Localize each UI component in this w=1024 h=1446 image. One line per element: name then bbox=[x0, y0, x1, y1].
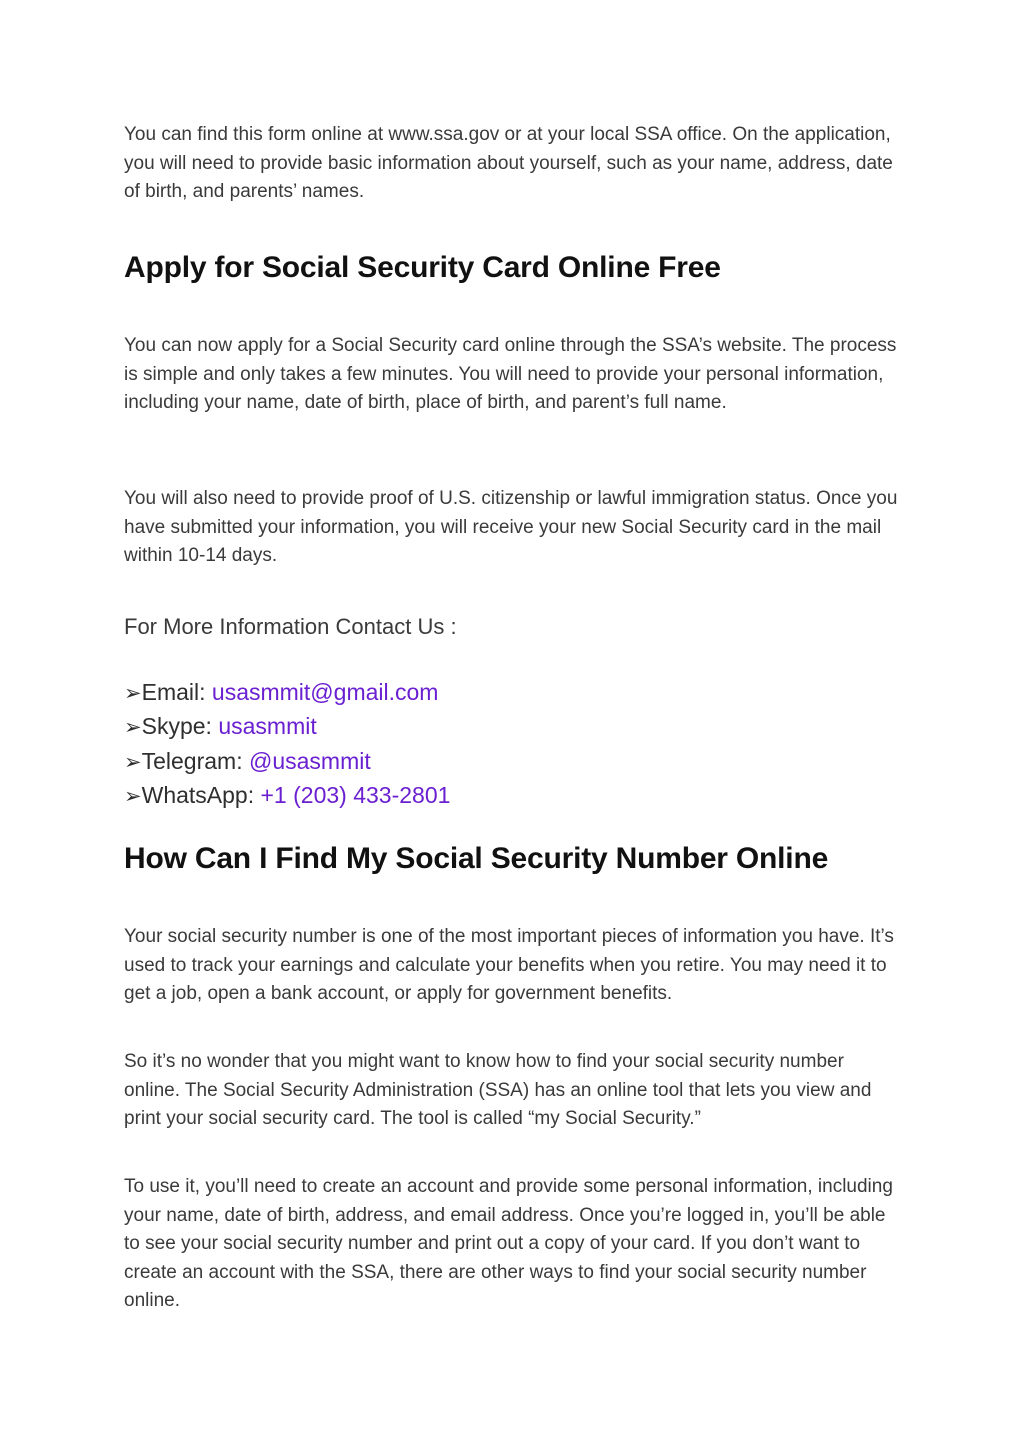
contact-item-telegram bbox=[124, 745, 824, 779]
contact-item-email bbox=[124, 676, 824, 710]
arrowhead-bullet-icon: ➢ bbox=[124, 783, 142, 808]
find-paragraph-1: Your social security number is one of the most important pieces of information you have. It’s used to track your earnings and calculate your benefits when you retire. You may need it to get a job, open a bank account, or apply for government benefits. bbox=[124, 926, 894, 1004]
find-heading: How Can I Find My Social Security Number Online bbox=[124, 842, 829, 875]
telegram-link[interactable]: @usasmmit bbox=[248, 747, 371, 774]
contact-item-whatsapp bbox=[124, 779, 824, 813]
contact-label-whatsapp: WhatsApp: bbox=[141, 781, 261, 808]
apply-heading: Apply for Social Security Card Online Free bbox=[124, 251, 721, 284]
arrowhead-bullet-icon: ➢ bbox=[124, 681, 142, 705]
apply-paragraph-2: You will also need to provide proof of U.S. citizenship or lawful immigration status. Once you have submitted your information, you will receive your new Social Security card in the mail within 10-14 days. bbox=[124, 488, 898, 566]
intro-paragraph: You can find this form online at www.ssa.gov or at your local SSA office. On the application, you will need to provide basic information about yourself, such as your name, address, date of birth, and parents’ names. bbox=[124, 124, 893, 202]
find-paragraph-3: To use it, you’ll need to create an account and provide some personal information, including your name, date of birth, address, and email address. Once you’re logged in, you’ll be able to see your social security number and print out a copy of your card. If you don’t want to create an account with the SSA, there are other ways to find your social security number online. bbox=[124, 1176, 893, 1311]
contact-label-telegram: Telegram: bbox=[141, 747, 249, 774]
apply-paragraph-1: You can now apply for a Social Security card online through the SSA’s website. The process is simple and only takes a few minutes. You will need to provide your personal information, including your name, date of birth, place of birth, and parent’s full name. bbox=[124, 335, 897, 413]
arrowhead-bullet-icon: ➢ bbox=[124, 749, 142, 774]
skype-link[interactable]: usasmmit bbox=[218, 713, 317, 740]
contact-label-email: Email: bbox=[141, 679, 212, 705]
contact-label-skype: Skype: bbox=[141, 713, 219, 740]
arrowhead-bullet-icon: ➢ bbox=[124, 715, 142, 740]
contact-title: For More Information Contact Us : bbox=[124, 614, 457, 639]
whatsapp-link[interactable]: +1 (203) 433-2801 bbox=[260, 781, 451, 808]
contact-list bbox=[124, 676, 824, 813]
find-paragraph-2: So it’s no wonder that you might want to know how to find your social security number online. The Social Security Administration (SSA) has an online tool that lets you view and print your social security card. The tool is called “my Social Security.” bbox=[124, 1051, 872, 1129]
email-link[interactable]: usasmmit@gmail.com bbox=[211, 679, 439, 705]
contact-item-skype bbox=[124, 710, 824, 744]
